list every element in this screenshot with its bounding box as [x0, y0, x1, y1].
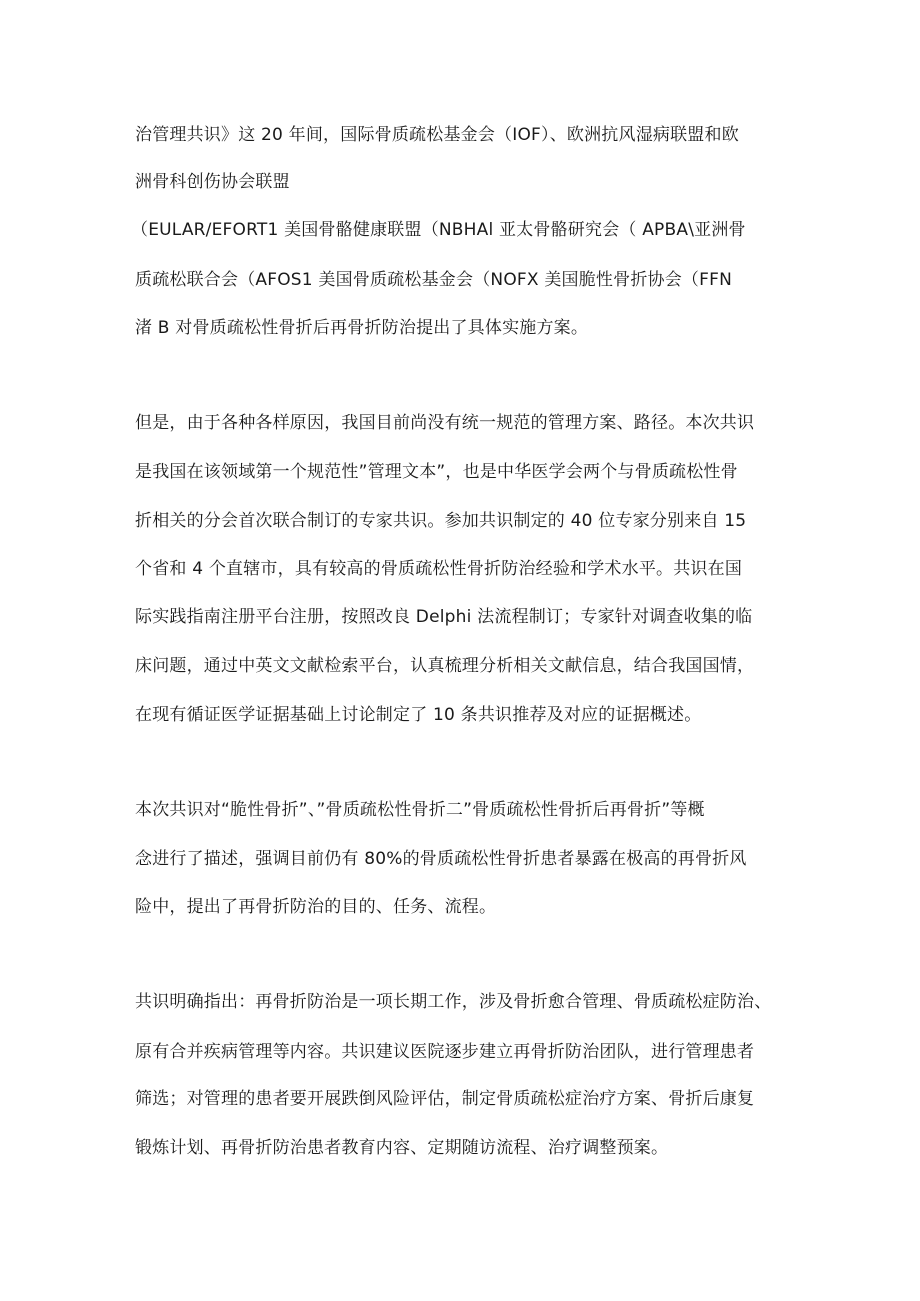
text-line: 是我国在该领域第一个规范性”管理文本”，也是中华医学会两个与骨质疏松性骨 [135, 462, 738, 482]
text-line: 治管理共识》这 20 年间，国际骨质疏松基金会（IOF）、欧洲抗风湿病联盟和欧 [135, 125, 739, 145]
text-line: 筛选；对管理的患者要开展跌倒风险评估，制定骨质疏松症治疗方案、骨折后康复 [135, 1089, 755, 1109]
text-line: 险中，提出了再骨折防治的目的、任务、流程。 [135, 897, 497, 917]
text-line: 质疏松联合会（AFOS1 美国骨质疏松基金会（NOFX 美国脆性骨折协会（FFN [135, 270, 732, 290]
text-line: 渚 B 对骨质疏松性骨折后再骨折防治提出了具体实施方案。 [135, 318, 589, 338]
text-line: 共识明确指出：再骨折防治是一项长期工作，涉及骨折愈合管理、骨质疏松症防治、 [135, 992, 772, 1012]
text-line: 在现有循证医学证据基础上讨论制定了 10 条共识推荐及对应的证据概述。 [135, 705, 702, 725]
text-line: 本次共识对“脆性骨折”、”骨质疏松性骨折二”骨质疏松性骨折后再骨折”等概 [135, 800, 705, 820]
text-line: 洲骨科创伤协会联盟 [135, 172, 290, 192]
text-line: 念进行了描述，强调目前仍有 80%的骨质疏松性骨折患者暴露在极高的再骨折风 [135, 849, 747, 869]
text-line: 床问题，通过中英文文献检索平台，认真梳理分析相关文献信息，结合我国国情， [135, 656, 755, 676]
text-line: 折相关的分会首次联合制订的专家共识。参加共识制定的 40 位专家分别来自 15 [135, 511, 747, 531]
text-line: 原有合并疾病管理等内容。共识建议医院逐步建立再骨折防治团队，进行管理患者 [135, 1042, 755, 1062]
text-line: 个省和 4 个直辖市，具有较高的骨质疏松性骨折防治经验和学术水平。共识在国 [135, 559, 743, 579]
text-line: （EULAR∕EFORT1 美国骨骼健康联盟（NBHAl 亚太骨骼研究会（ APBA\亚洲骨 [131, 220, 746, 240]
text-line: 锻炼计划、再骨折防治患者教育内容、定期随访流程、治疗调整预案。 [135, 1138, 669, 1158]
text-line: 际实践指南注册平台注册，按照改良 Delphi 法流程制订；专家针对调查收集的临 [135, 607, 753, 627]
text-line: 但是，由于各种各样原因，我国目前尚没有统一规范的管理方案、路径。本次共识 [135, 413, 755, 433]
